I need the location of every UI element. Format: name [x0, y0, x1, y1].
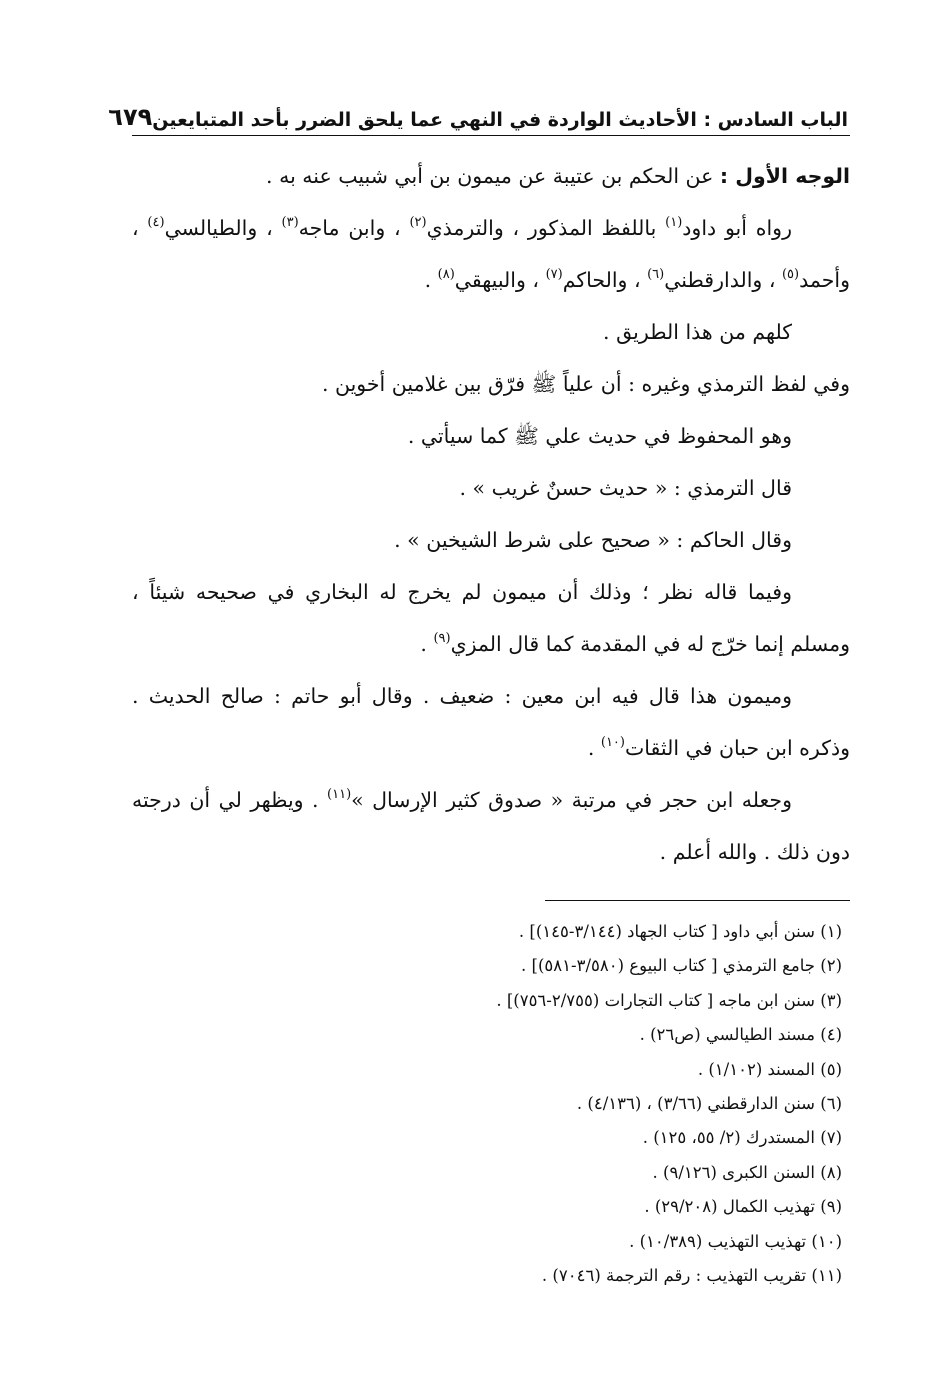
text-span: .	[420, 632, 434, 656]
page-number: ٦٧٩	[108, 103, 153, 131]
footnote-ref-8[interactable]: (٨)	[437, 267, 455, 282]
paragraph-preserved: وهو المحفوظ في حديث علي ﷺ كما سيأتي .	[407, 424, 792, 448]
text-span: ، والدارقطني	[664, 268, 782, 292]
paragraph-first-aspect	[132, 150, 850, 202]
paragraph-text: عن الحكم بن عتيبة عن ميمون بن أبي شبيب عنه به .	[266, 164, 720, 188]
paragraph-narrators	[132, 202, 850, 306]
footnote-ref-9[interactable]: (٩)	[433, 631, 451, 646]
footnote-ref-7[interactable]: (٧)	[545, 267, 563, 282]
footnote-item: (٥) المسند (١/١٠٢) .	[697, 1059, 842, 1079]
footnotes-list	[132, 915, 842, 1293]
text-span: . ويظهر لي أن درجته دون ذلك . والله أعلم .	[132, 788, 850, 864]
footnote-ref-4[interactable]: (٤)	[147, 215, 165, 230]
footnote-item: (١) سنن أبي داود [ كتاب الجهاد (٣/١٤٤-١٤٥)] .	[518, 922, 842, 941]
footnote-ref-3[interactable]: (٣)	[281, 215, 299, 230]
footnote-item: (٦) سنن الدارقطني (٣/٦٦) ، (٤/١٣٦) .	[576, 1094, 842, 1114]
paragraph-tirmidhi-wording: وفي لفظ الترمذي وغيره : أن علياً ﷺ فرّق بين غلامين أخوين .	[321, 372, 850, 396]
text-span: ، وابن ماجه	[298, 216, 410, 240]
text-span: ، والبيهقي	[454, 268, 546, 292]
text-span: ، وأحمد	[132, 216, 850, 292]
footnote-ref-10[interactable]: (١٠)	[600, 735, 625, 750]
main-text	[132, 150, 850, 878]
footnote-item: (٢) جامع الترمذي [ كتاب البيوع (٣/٥٨٠-٥٨١)] .	[521, 956, 842, 976]
footnote-item: (٤) مسند الطيالسي (ص٢٦) .	[639, 1025, 842, 1045]
footnote-ref-2[interactable]: (٢)	[409, 215, 427, 230]
text-span: وفيما قاله نظر ؛ وذلك أن ميمون لم يخرج له البخاري في صحيحه شيئاً ، ومسلم إنما خرّج له في المقدمة كما قال المزي	[132, 580, 850, 656]
paragraph-ibn-hajar	[132, 774, 850, 878]
paragraph-hakim-grade: وقال الحاكم : « صحيح على شرط الشيخين » .	[394, 528, 792, 552]
footnote-ref-6[interactable]: (٦)	[647, 267, 665, 282]
paragraph-tirmidhi-grade: قال الترمذي : « حديث حسنٌ غريب » .	[459, 476, 792, 500]
paragraph-critique	[132, 566, 850, 670]
footnote-ref-1[interactable]: (١)	[665, 215, 683, 230]
paragraph-all-from-this-route: كلهم من هذا الطريق .	[603, 320, 792, 344]
text-span: ، والحاكم	[562, 268, 648, 292]
paragraph-heading: الوجه الأول :	[719, 164, 850, 188]
footnote-item: (٧) المستدرك (٢/ ٥٥، ١٢٥) .	[642, 1128, 842, 1148]
footnote-item: (٨) السنن الكبرى (٩/١٢٦) .	[652, 1162, 842, 1182]
footnote-item: (١١) تقريب التهذيب : رقم الترجمة (٧٠٤٦) .	[541, 1266, 842, 1286]
footnote-divider	[545, 900, 850, 901]
running-header	[108, 96, 850, 136]
chapter-title: الباب السادس : الأحاديث الواردة في النهي عما يلحق الضرر بأحد المتبايعين	[152, 109, 848, 131]
text-span: .	[424, 268, 438, 292]
book-page	[108, 96, 850, 1296]
footnote-ref-5[interactable]: (٥)	[781, 267, 800, 282]
footnote-item: (٩) تهذيب الكمال (٢٩/٢٠٨) .	[644, 1197, 842, 1217]
footnote-item: (١٠) تهذيب التهذيب (١٠/٣٨٩) .	[629, 1231, 842, 1251]
text-span: ، والطيالسي	[164, 216, 282, 240]
text-span: باللفظ المذكور ، والترمذي	[426, 216, 666, 240]
text-span: وميمون هذا قال فيه ابن معين : ضعيف . وقال أبو حاتم : صالح الحديث . وذكره ابن حبان في الثقات	[132, 684, 850, 760]
text-span: رواه أبو داود	[682, 216, 792, 240]
text-span: .	[587, 736, 601, 760]
footnote-ref-11[interactable]: (١١)	[327, 787, 352, 802]
footnote-item: (٣) سنن ابن ماجه [ كتاب التجارات (٢/٧٥٥-٧٥٦)] .	[496, 990, 842, 1010]
paragraph-maymun-status	[132, 670, 850, 774]
text-span: وجعله ابن حجر في مرتبة « صدوق كثير الإرسال »	[351, 788, 792, 812]
